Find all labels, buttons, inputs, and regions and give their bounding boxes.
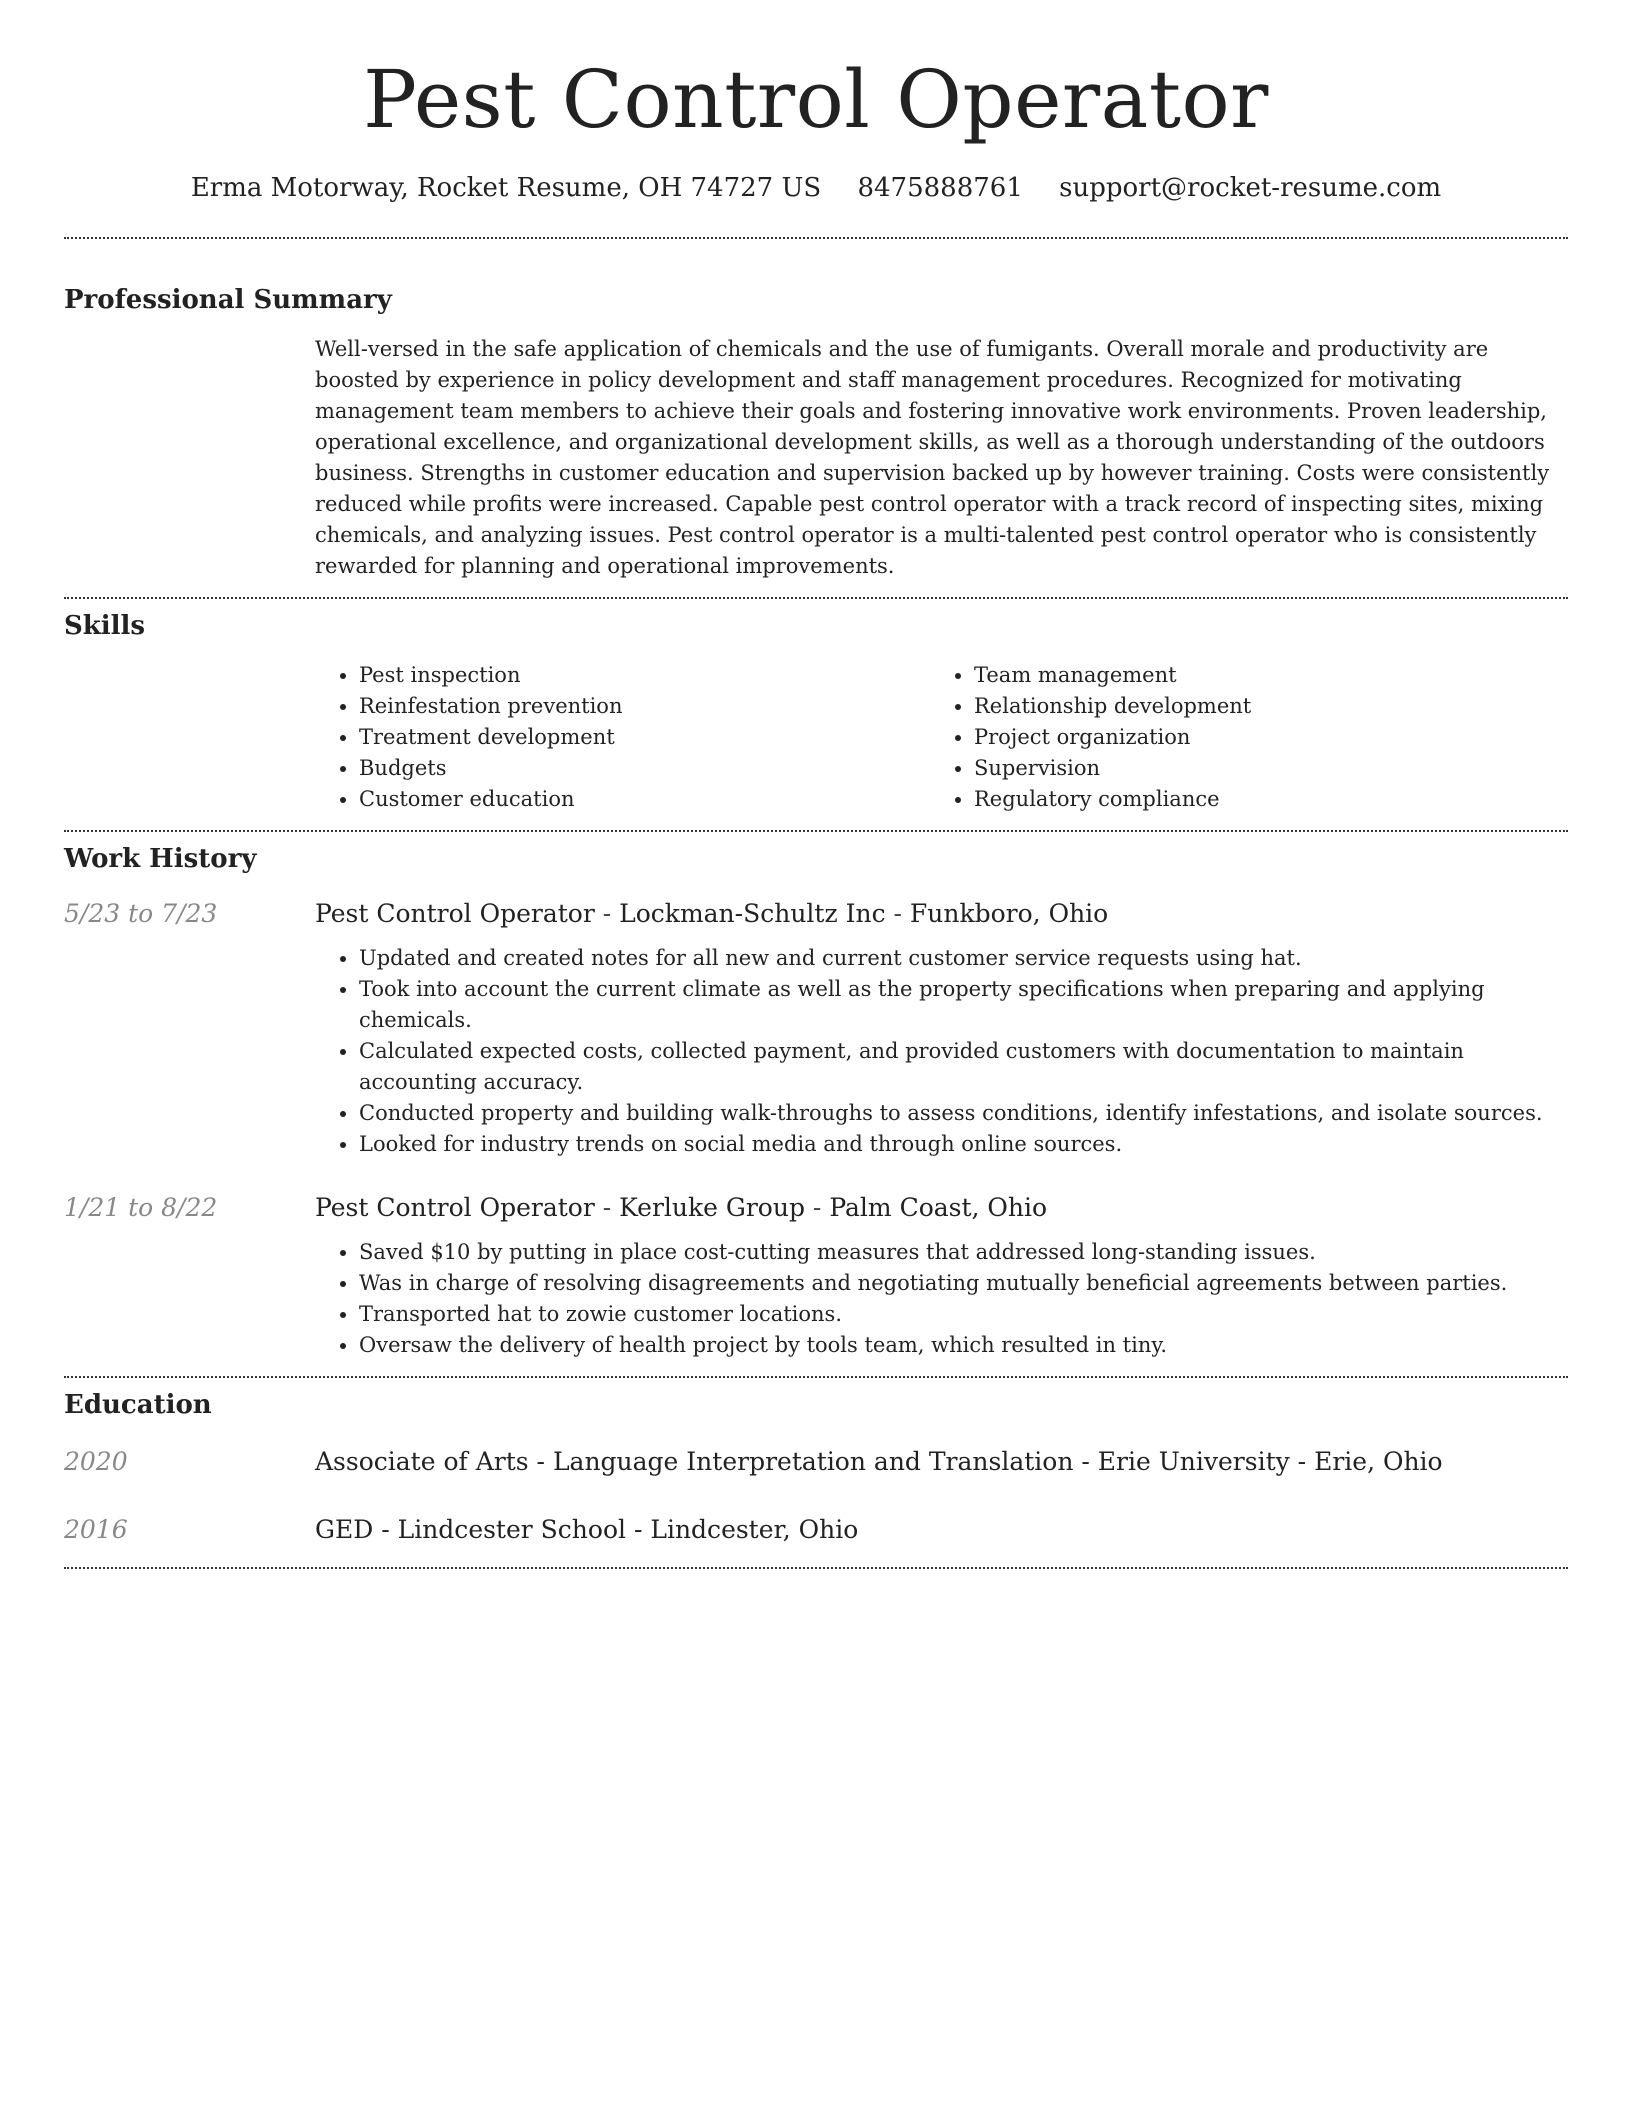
section-heading-summary: Professional Summary: [64, 285, 392, 315]
summary-text: Well-versed in the safe application of chemicals and the use of fumigants. Overall morale and productivity are boosted by experience in policy development and staff management procedures. Recognized for motivating management team members to achieve their goals and fostering innovative work environments. Proven leadership, operational excellence, and organizational development skills, as well as a thorough understanding of the outdoors business. Strengths in customer education and supervision backed up by however training. Costs were consistently reduced while profits were increased. Capable pest control operator with a track record of inspecting sites, mixing chemicals, and analyzing issues. Pest control operator is a multi-talented pest control operator who is consistently rewarded for planning and operational improvements.: [315, 337, 1550, 578]
skill-item: • Regulatory compliance: [974, 784, 1545, 815]
job-entry: [64, 1190, 1568, 1361]
skill-item: • Reinfestation prevention: [359, 691, 930, 722]
job-title: Pest Control Operator: [315, 1193, 595, 1222]
skills-list-right: [930, 660, 1545, 815]
section-heading-education: Education: [64, 1390, 212, 1420]
education-location: Lindcester, Ohio: [650, 1515, 859, 1544]
summary-gutter: [64, 334, 315, 582]
work-section: [64, 842, 1568, 1361]
skills-section: [64, 609, 1568, 815]
job-bullet: • Looked for industry trends on social media and through online sources.: [359, 1129, 1568, 1160]
education-year: 2020: [64, 1447, 128, 1476]
contact-email: support@rocket-resume.com: [1059, 173, 1442, 203]
education-field: Language Interpretation and Translation: [552, 1447, 1074, 1476]
education-school: Lindcester School: [397, 1515, 627, 1544]
education-entry: [64, 1512, 1568, 1548]
contact-line: [64, 170, 1568, 206]
job-company: Kerluke Group: [619, 1193, 805, 1222]
skill-item: • Supervision: [974, 753, 1545, 784]
job-bullet: • Conducted property and building walk-throughs to assess conditions, identify infestations, and isolate sources.: [359, 1098, 1568, 1129]
skill-item: • Treatment development: [359, 722, 930, 753]
job-bullet: • Transported hat to zowie customer locations.: [359, 1299, 1568, 1330]
education-section: [64, 1388, 1568, 1548]
skills-list-left: [315, 660, 930, 815]
skill-item: • Pest inspection: [359, 660, 930, 691]
job-heading: Pest Control Operator - Lockman-Schultz Inc - Funkboro, Ohio: [315, 899, 1109, 928]
job-bullets: [315, 1237, 1568, 1361]
resume-title: Pest Control Operator: [363, 53, 1269, 146]
divider: [64, 1567, 1568, 1569]
education-year: 2016: [64, 1515, 128, 1544]
job-bullet: • Calculated expected costs, collected payment, and provided customers with documentation to maintain accounting accuracy.: [359, 1036, 1568, 1098]
skills-gutter: [64, 660, 315, 815]
job-heading: Pest Control Operator - Kerluke Group - Palm Coast, Ohio: [315, 1193, 1048, 1222]
job-bullet: • Took into account the current climate as well as the property specifications when preparing and applying chemicals.: [359, 974, 1568, 1036]
education-location: Erie, Ohio: [1314, 1447, 1443, 1476]
summary-section: [64, 283, 1568, 582]
job-location: Funkboro, Ohio: [909, 899, 1109, 928]
job-bullet: • Updated and created notes for all new and current customer service requests using hat.: [359, 943, 1568, 974]
education-line: Associate of Arts - Language Interpretation and Translation - Erie University - Erie, Ohio: [315, 1447, 1443, 1476]
job-bullet: • Was in charge of resolving disagreements and negotiating mutually beneficial agreements between parties.: [359, 1268, 1568, 1299]
job-title: Pest Control Operator: [315, 899, 595, 928]
divider: [64, 237, 1568, 239]
education-school: Erie University: [1097, 1447, 1290, 1476]
section-heading-skills: Skills: [64, 611, 146, 641]
job-dates: 5/23 to 7/23: [64, 899, 218, 928]
skill-item: • Customer education: [359, 784, 930, 815]
job-dates: 1/21 to 8/22: [64, 1193, 218, 1222]
section-heading-work: Work History: [64, 844, 257, 874]
education-entry: [64, 1444, 1568, 1480]
job-bullets: [315, 943, 1568, 1160]
education-line: GED - Lindcester School - Lindcester, Ohio: [315, 1515, 859, 1544]
job-entry: [64, 896, 1568, 1160]
skill-item: • Budgets: [359, 753, 930, 784]
job-company: Lockman-Schultz Inc: [619, 899, 886, 928]
divider: [64, 830, 1568, 832]
job-bullet: • Oversaw the delivery of health project by tools team, which resulted in tiny.: [359, 1330, 1568, 1361]
job-location: Palm Coast, Ohio: [829, 1193, 1048, 1222]
education-degree: GED: [315, 1515, 374, 1544]
skill-item: • Team management: [974, 660, 1545, 691]
divider: [64, 1376, 1568, 1378]
contact-phone: 8475888761: [857, 173, 1023, 203]
job-bullet: • Saved $10 by putting in place cost-cutting measures that addressed long-standing issues.: [359, 1237, 1568, 1268]
contact-address: Erma Motorway, Rocket Resume, OH 74727 US: [190, 173, 822, 203]
skill-item: • Relationship development: [974, 691, 1545, 722]
education-degree: Associate of Arts: [315, 1447, 529, 1476]
divider: [64, 597, 1568, 599]
skill-item: • Project organization: [974, 722, 1545, 753]
